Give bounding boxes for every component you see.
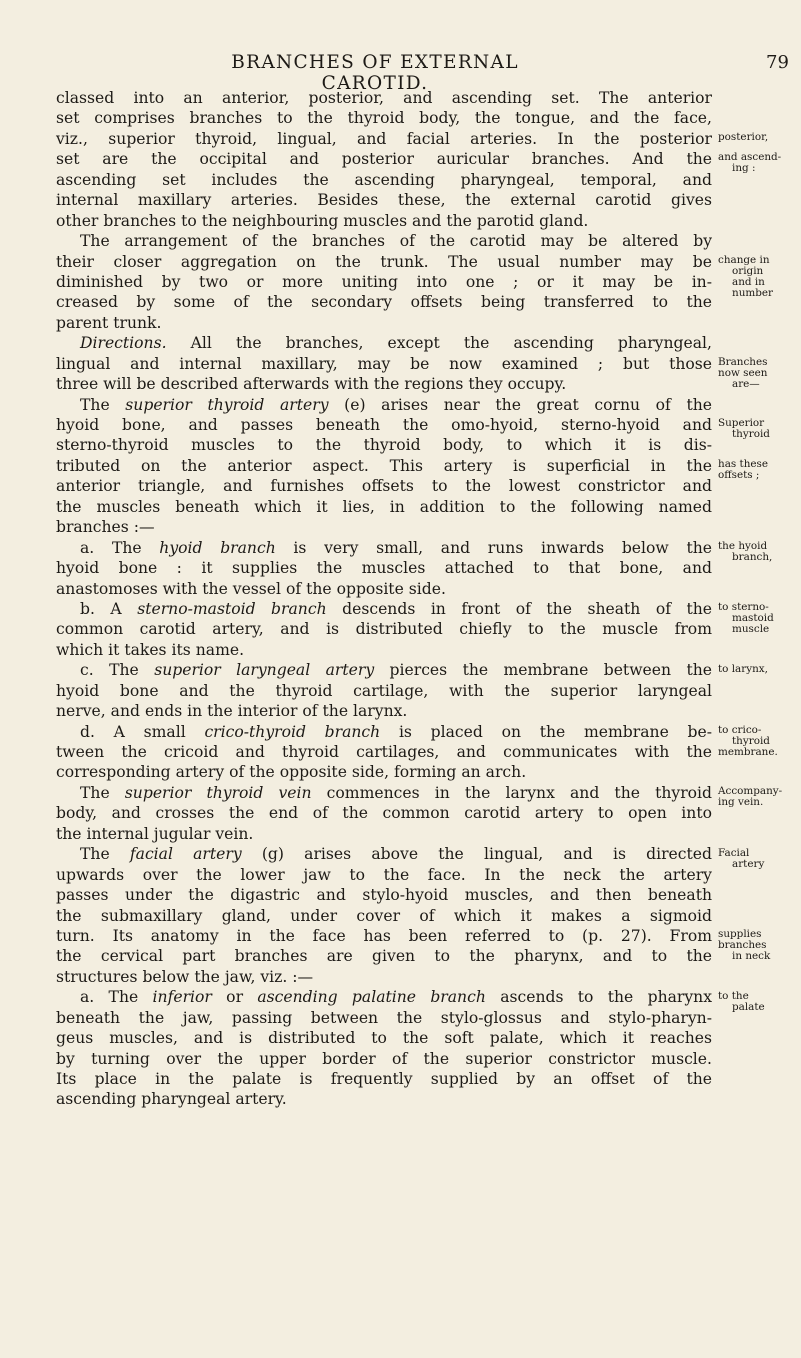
text-line bbox=[56, 579, 712, 599]
margin-note-line: in neck bbox=[732, 950, 771, 963]
text-line bbox=[56, 517, 712, 537]
margin-note-line: thyroid bbox=[732, 428, 770, 441]
text-run: superior laryngeal artery bbox=[154, 661, 375, 680]
margin-note-line: and ascend- bbox=[718, 151, 782, 164]
text-run: upwards over the lower jaw to the face. In the neck the artery bbox=[56, 865, 712, 884]
text-run: hyoid bone : it supplies the muscles attached to that bone, and bbox=[56, 559, 712, 578]
margin-note-line: artery bbox=[732, 857, 765, 870]
text-run: sterno-mastoid branch bbox=[137, 599, 327, 618]
text-run: hyoid branch bbox=[159, 538, 276, 557]
text-run: sterno-thyroid muscles to the thyroid body, to which it is dis- bbox=[56, 436, 712, 455]
text-run: c. The bbox=[80, 661, 155, 680]
text-run: corresponding artery of the opposite side, forming an arch. bbox=[56, 763, 527, 782]
text-line bbox=[56, 885, 712, 905]
text-line bbox=[56, 88, 712, 108]
text-run: The bbox=[80, 845, 130, 864]
margin-note-line: number bbox=[732, 286, 774, 299]
text-run: the cervical part branches are given to the pharynx, and to the bbox=[56, 947, 712, 966]
text-line bbox=[56, 824, 712, 844]
margin-note-line: to the bbox=[718, 989, 749, 1002]
margin-note-line: Accompany- bbox=[718, 785, 783, 798]
text-line bbox=[56, 1028, 712, 1048]
margin-note-line: palate bbox=[732, 1000, 765, 1013]
text-line bbox=[56, 599, 712, 619]
text-run: anastomoses with the vessel of the opposite side. bbox=[56, 579, 446, 598]
text-line bbox=[56, 1089, 712, 1109]
text-run: superior thyroid artery bbox=[125, 395, 329, 414]
text-run: pierces the membrane between the bbox=[374, 661, 712, 680]
text-line bbox=[56, 129, 712, 149]
margin-note-line: muscle bbox=[732, 623, 770, 636]
text-line bbox=[56, 149, 712, 169]
margin-note-line: now seen bbox=[718, 366, 768, 379]
text-run: other branches to the neighbouring muscles and the parotid gland. bbox=[56, 211, 589, 230]
margin-note bbox=[718, 664, 768, 675]
text-line bbox=[56, 783, 712, 803]
text-line bbox=[56, 640, 712, 660]
margin-note bbox=[718, 602, 774, 635]
text-line bbox=[56, 435, 712, 455]
text-run: classed into an anterior, posterior, and ascending set. The anterior bbox=[56, 89, 712, 107]
text-run: hyoid bone, and passes beneath the omo-hyoid, sterno-hyoid and bbox=[56, 416, 712, 434]
margin-note bbox=[718, 357, 767, 390]
margin-note bbox=[718, 459, 768, 481]
text-line bbox=[56, 865, 712, 885]
text-run: inferior bbox=[152, 988, 212, 1007]
text-run: facial artery bbox=[129, 845, 242, 864]
margin-note bbox=[718, 848, 764, 870]
text-line bbox=[56, 190, 712, 210]
margin-note-line: to crico- bbox=[718, 723, 762, 736]
text-line bbox=[56, 1049, 712, 1069]
text-line bbox=[56, 926, 712, 946]
text-line bbox=[56, 272, 712, 292]
text-run: the internal jugular vein. bbox=[56, 824, 254, 843]
text-run: Its place in the palate is frequently supplied by an offset of the bbox=[56, 1070, 712, 1088]
text-line bbox=[56, 1069, 712, 1089]
text-run: (g) arises above the lingual, and is directed bbox=[241, 845, 712, 864]
text-line bbox=[56, 476, 712, 496]
text-line bbox=[56, 722, 712, 742]
text-line bbox=[56, 742, 712, 762]
text-run: Directions. bbox=[80, 334, 167, 353]
text-line bbox=[56, 987, 712, 1007]
text-run: is very small, and runs inwards below the bbox=[275, 538, 712, 557]
text-run: the submaxillary gland, under cover of which it makes a sigmoid bbox=[56, 906, 712, 925]
margin-note-line: membrane. bbox=[718, 745, 778, 758]
running-header: BRANCHES OF EXTERNAL CAROTID. bbox=[231, 52, 519, 94]
text-line bbox=[56, 231, 712, 251]
text-run: d. A small bbox=[80, 722, 205, 741]
text-run: their closer aggregation on the trunk. The usual number may be bbox=[56, 252, 712, 271]
margin-note-line: to sterno- bbox=[718, 601, 769, 614]
text-run: is placed on the membrane be- bbox=[380, 722, 712, 741]
margin-note bbox=[718, 786, 782, 808]
margin-note-line: Superior bbox=[718, 417, 765, 430]
text-run: parent trunk. bbox=[56, 313, 162, 332]
text-line bbox=[56, 395, 712, 415]
text-line bbox=[56, 619, 712, 639]
text-line bbox=[56, 946, 712, 966]
text-line bbox=[56, 906, 712, 926]
text-run: viz., superior thyroid, lingual, and facial arteries. In the posterior bbox=[56, 129, 712, 148]
text-run: tributed on the anterior aspect. This artery is superficial in the bbox=[56, 456, 712, 475]
margin-note bbox=[718, 255, 773, 299]
margin-note bbox=[718, 929, 770, 962]
text-line bbox=[56, 211, 712, 231]
text-line bbox=[56, 415, 712, 435]
text-line bbox=[56, 333, 712, 353]
text-run: branches :— bbox=[56, 518, 155, 537]
margin-note-line: posterior, bbox=[718, 130, 769, 143]
text-run: hyoid bone and the thyroid cartilage, with the superior laryngeal bbox=[56, 681, 712, 700]
text-line bbox=[56, 844, 712, 864]
margin-note bbox=[718, 132, 768, 143]
text-run: superior thyroid vein bbox=[124, 783, 312, 802]
text-run: passes under the digastric and stylo-hyoid muscles, and then beneath bbox=[56, 886, 712, 905]
text-line bbox=[56, 313, 712, 333]
text-run: ascends to the pharynx bbox=[485, 988, 713, 1007]
text-run: ascending set includes the ascending pharyngeal, temporal, and bbox=[56, 170, 712, 189]
margin-note bbox=[718, 418, 770, 440]
margin-note bbox=[718, 725, 778, 758]
text-line bbox=[56, 967, 712, 987]
text-run: All the branches, except the ascending pharyngeal, bbox=[166, 334, 712, 353]
text-run: crico-thyroid branch bbox=[204, 722, 381, 741]
margin-note-line: Facial bbox=[718, 846, 750, 859]
text-run: set comprises branches to the thyroid body, the tongue, and the face, bbox=[56, 109, 712, 128]
text-line bbox=[56, 354, 712, 374]
margin-note-line: origin bbox=[732, 264, 764, 277]
text-run: descends in front of the sheath of the bbox=[326, 599, 713, 618]
text-run: a. The bbox=[80, 988, 153, 1007]
margin-note-line: change in bbox=[718, 253, 770, 266]
text-run: ascending palatine branch bbox=[257, 988, 486, 1007]
margin-note-line: ing vein. bbox=[718, 796, 764, 809]
text-run: creased by some of the secondary offsets being transferred to the bbox=[56, 293, 712, 312]
text-line bbox=[56, 681, 712, 701]
text-line bbox=[56, 170, 712, 190]
text-line bbox=[56, 762, 712, 782]
margin-note-line: thyroid bbox=[732, 734, 770, 747]
margin-note-line: to larynx, bbox=[718, 662, 768, 675]
margin-note-line: branch, bbox=[732, 550, 773, 563]
margin-note-line: mastoid bbox=[732, 612, 774, 625]
text-run: body, and crosses the end of the common carotid artery to open into bbox=[56, 804, 712, 823]
text-line bbox=[56, 558, 712, 578]
text-run: turn. Its anatomy in the face has been referred to (p. 27). From bbox=[56, 926, 712, 945]
margin-note bbox=[718, 152, 781, 174]
text-run: by turning over the upper border of the superior constrictor muscle. bbox=[56, 1049, 712, 1068]
text-run: beneath the jaw, passing between the stylo-glossus and stylo-pharyn- bbox=[56, 1008, 712, 1027]
text-run: b. A bbox=[80, 599, 138, 618]
text-run: internal maxillary arteries. Besides these, the external carotid gives bbox=[56, 191, 712, 210]
text-run: commences in the larynx and the thyroid bbox=[311, 783, 713, 802]
text-run: lingual and internal maxillary, may be now examined ; but those bbox=[56, 354, 712, 373]
text-run: the muscles beneath which it lies, in addition to the following named bbox=[56, 497, 712, 516]
text-run: anterior triangle, and furnishes offsets to the lowest constrictor and bbox=[56, 477, 712, 496]
text-run: tween the cricoid and thyroid cartilages, and communicates with the bbox=[56, 743, 712, 761]
text-run: geus muscles, and is distributed to the soft palate, which it reaches bbox=[56, 1029, 712, 1048]
margin-note-line: branches bbox=[718, 939, 767, 952]
text-run: The bbox=[80, 783, 125, 802]
text-run: three will be described afterwards with the regions they occupy. bbox=[56, 375, 567, 394]
page-number: 79 bbox=[766, 52, 789, 73]
margin-note-line: the hyoid bbox=[718, 539, 768, 552]
text-line bbox=[56, 803, 712, 823]
margin-note-line: are— bbox=[732, 377, 760, 390]
text-line bbox=[56, 108, 712, 128]
text-line bbox=[56, 497, 712, 517]
text-run: structures below the jaw, viz. :— bbox=[56, 967, 314, 986]
text-line bbox=[56, 1008, 712, 1028]
text-run: which it takes its name. bbox=[56, 640, 245, 659]
margin-note-line: and in bbox=[732, 275, 765, 288]
margin-note-line: supplies bbox=[718, 928, 762, 941]
margin-note-line: Branches bbox=[718, 355, 768, 368]
text-line bbox=[56, 660, 712, 680]
text-line bbox=[56, 456, 712, 476]
text-line bbox=[56, 538, 712, 558]
text-run: The arrangement of the branches of the carotid may be altered by bbox=[80, 232, 712, 251]
margin-note-line: has these bbox=[718, 458, 769, 471]
text-run: diminished by two or more uniting into one ; or it may be in- bbox=[56, 272, 712, 291]
text-line bbox=[56, 701, 712, 721]
text-run: a. The bbox=[80, 538, 160, 557]
margin-note bbox=[718, 991, 765, 1013]
margin-note-line: ing : bbox=[732, 162, 756, 175]
margin-note bbox=[718, 541, 772, 563]
text-line bbox=[56, 252, 712, 272]
body-text bbox=[56, 88, 712, 1110]
text-run: common carotid artery, and is distributed chiefly to the muscle from bbox=[56, 620, 712, 639]
text-line bbox=[56, 292, 712, 312]
text-run: set are the occipital and posterior auricular branches. And the bbox=[56, 150, 712, 169]
text-run: ascending pharyngeal artery. bbox=[56, 1090, 287, 1109]
text-run: or bbox=[211, 988, 258, 1007]
text-run: The bbox=[80, 395, 126, 414]
margin-note-line: offsets ; bbox=[718, 469, 760, 482]
text-run: (e) arises near the great cornu of the bbox=[328, 395, 712, 414]
text-line bbox=[56, 374, 712, 394]
text-run: nerve, and ends in the interior of the larynx. bbox=[56, 702, 408, 721]
